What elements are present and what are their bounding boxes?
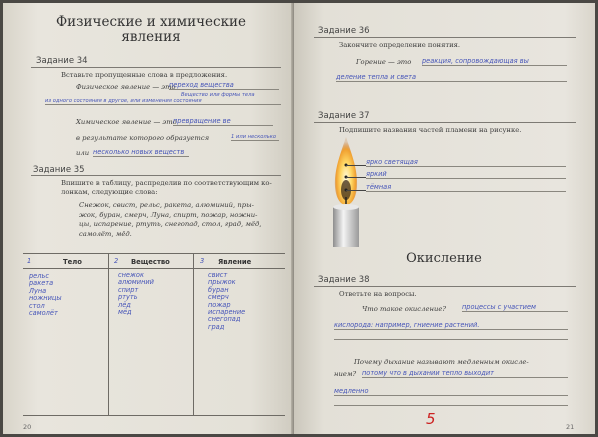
table-cell: испарение bbox=[208, 308, 246, 317]
word-list-line: самолёт, мёд. bbox=[79, 229, 132, 238]
table-cell: снегопад bbox=[208, 315, 241, 324]
task-38-instruction: Ответьте на вопросы. bbox=[339, 290, 417, 298]
table-cell: ртуть bbox=[118, 293, 138, 302]
physical-note: Вещество или формы тела bbox=[181, 92, 255, 98]
table-bottom-border bbox=[23, 415, 285, 416]
answer-2-line-1: потому что в дыхании тепло выходит bbox=[362, 369, 568, 378]
column-header-body: Тело bbox=[63, 258, 82, 266]
table-cell: пожар bbox=[208, 300, 231, 309]
table-cell: самолёт bbox=[29, 309, 58, 318]
table-cell: Луна bbox=[29, 286, 47, 295]
divider bbox=[31, 175, 281, 176]
page-number: 21 bbox=[566, 423, 575, 431]
table-cell: ракета bbox=[29, 279, 54, 288]
task-37-label: Задание 37 bbox=[318, 111, 370, 121]
section-title: Окисление bbox=[406, 251, 482, 266]
grade-mark: 5 bbox=[426, 410, 436, 428]
table-cell: прыжок bbox=[208, 278, 236, 287]
column-header-phenomenon: Явление bbox=[218, 258, 252, 266]
answer-blank-line bbox=[334, 339, 568, 340]
table-cell: стол bbox=[29, 301, 45, 310]
table-cell: смерч bbox=[208, 293, 229, 302]
table-cell: снежок bbox=[118, 271, 144, 279]
task-35-label: Задание 35 bbox=[33, 165, 85, 175]
table-cell: рельс bbox=[29, 272, 49, 280]
task-36-label: Задание 36 bbox=[318, 26, 370, 36]
divider bbox=[31, 67, 281, 68]
chemical-answer-2: 1 или несколько bbox=[231, 134, 279, 141]
column-number: 3 bbox=[200, 257, 205, 265]
flame-label-outer: ярко светящая bbox=[366, 158, 566, 167]
table-column-divider bbox=[108, 253, 109, 415]
word-list-line: жок, буран, смерч, Луна, спирт, пожар, ножни- bbox=[79, 210, 258, 219]
answer-2-line-2: медленно bbox=[334, 387, 568, 396]
table-cell: алюминий bbox=[118, 278, 154, 287]
flame-label-inner: тёмная bbox=[366, 183, 566, 192]
task-38-label: Задание 38 bbox=[318, 275, 370, 285]
divider bbox=[314, 122, 576, 123]
answer-blank-line bbox=[334, 405, 568, 406]
task-35-instruction-1: Впишите в таблицу, распределив по соответствующим ко- bbox=[61, 179, 272, 187]
column-number: 1 bbox=[27, 257, 32, 265]
physical-answer-line-1: переход вещества bbox=[169, 81, 279, 90]
combustion-answer-line-1: реакция, сопровождающая вы bbox=[422, 57, 567, 66]
body-column bbox=[29, 273, 62, 317]
pointer-line bbox=[346, 177, 366, 178]
page-title-line-1: Физические и химические bbox=[55, 14, 247, 30]
table-cell: град bbox=[208, 322, 225, 331]
candle-body bbox=[333, 207, 359, 247]
left-page bbox=[3, 3, 294, 434]
candle-top bbox=[333, 204, 359, 210]
table-cell: свист bbox=[208, 271, 228, 279]
question-1: Что такое окисление? bbox=[362, 305, 446, 313]
combustion-prefix: Горение — это bbox=[356, 58, 412, 66]
chemical-middle-text: в результате которого образуется bbox=[76, 134, 210, 142]
word-list-line: цы, испарение, ртуть, снегопад, стол, град, мёд, bbox=[79, 220, 262, 228]
word-list-line: Снежок, свист, рельс, ракета, алюминий, пры- bbox=[79, 201, 254, 209]
task-35-instruction-2: лонкам, следующие слова: bbox=[61, 188, 158, 196]
question-2-line-1: Почему дыхание называют медленным окисле- bbox=[354, 358, 529, 366]
physical-answer-line-2: из одного состояния в другое, или изменения состояния bbox=[45, 98, 281, 105]
table-cell: спирт bbox=[118, 285, 139, 294]
column-header-substance: Вещество bbox=[131, 258, 170, 266]
task-37-instruction: Подпишите названия частей пламени на рисунке. bbox=[339, 126, 522, 134]
pointer-line bbox=[346, 190, 366, 191]
page-number: 20 bbox=[23, 423, 32, 431]
task-34-instruction: Вставьте пропущенные слова в предложения. bbox=[61, 71, 228, 79]
answer-1-line-2: кислорода: например, гниение растений. bbox=[334, 321, 568, 330]
phenomenon-column bbox=[208, 272, 245, 331]
task-36-instruction: Закончите определение понятия. bbox=[339, 41, 461, 49]
physical-definition-prefix: Физическое явление — это bbox=[76, 83, 176, 91]
substance-column bbox=[118, 272, 154, 316]
page-title-line-2: явления bbox=[121, 29, 181, 45]
task-34-label: Задание 34 bbox=[36, 56, 88, 66]
table-top-border bbox=[23, 253, 285, 254]
workbook-spread bbox=[3, 3, 595, 434]
answer-1-line-1: процессы с участием bbox=[462, 303, 568, 312]
divider bbox=[314, 286, 576, 287]
pointer-line bbox=[346, 165, 366, 166]
column-number: 2 bbox=[114, 257, 119, 265]
question-2-line-2: нием? bbox=[334, 370, 357, 378]
table-header-border bbox=[23, 268, 285, 269]
chemical-definition-prefix: Химическое явление — это bbox=[76, 118, 177, 126]
or-answer: несколько новых веществ bbox=[93, 148, 189, 157]
table-cell: ножницы bbox=[29, 294, 62, 303]
or-word: или bbox=[76, 149, 90, 157]
chemical-answer: превращение ве bbox=[173, 117, 273, 126]
candle-flame-image bbox=[330, 135, 362, 247]
word-list bbox=[79, 201, 261, 239]
divider bbox=[314, 37, 576, 38]
flame-label-middle: яркий bbox=[366, 170, 566, 179]
combustion-answer-line-2: деление тепла и света bbox=[336, 73, 567, 82]
page-title bbox=[31, 15, 271, 45]
table-column-divider bbox=[193, 253, 194, 415]
right-page bbox=[294, 3, 595, 434]
table-cell: буран bbox=[208, 285, 229, 294]
table-cell: мёд bbox=[118, 308, 132, 317]
table-cell: лёд bbox=[118, 300, 131, 309]
